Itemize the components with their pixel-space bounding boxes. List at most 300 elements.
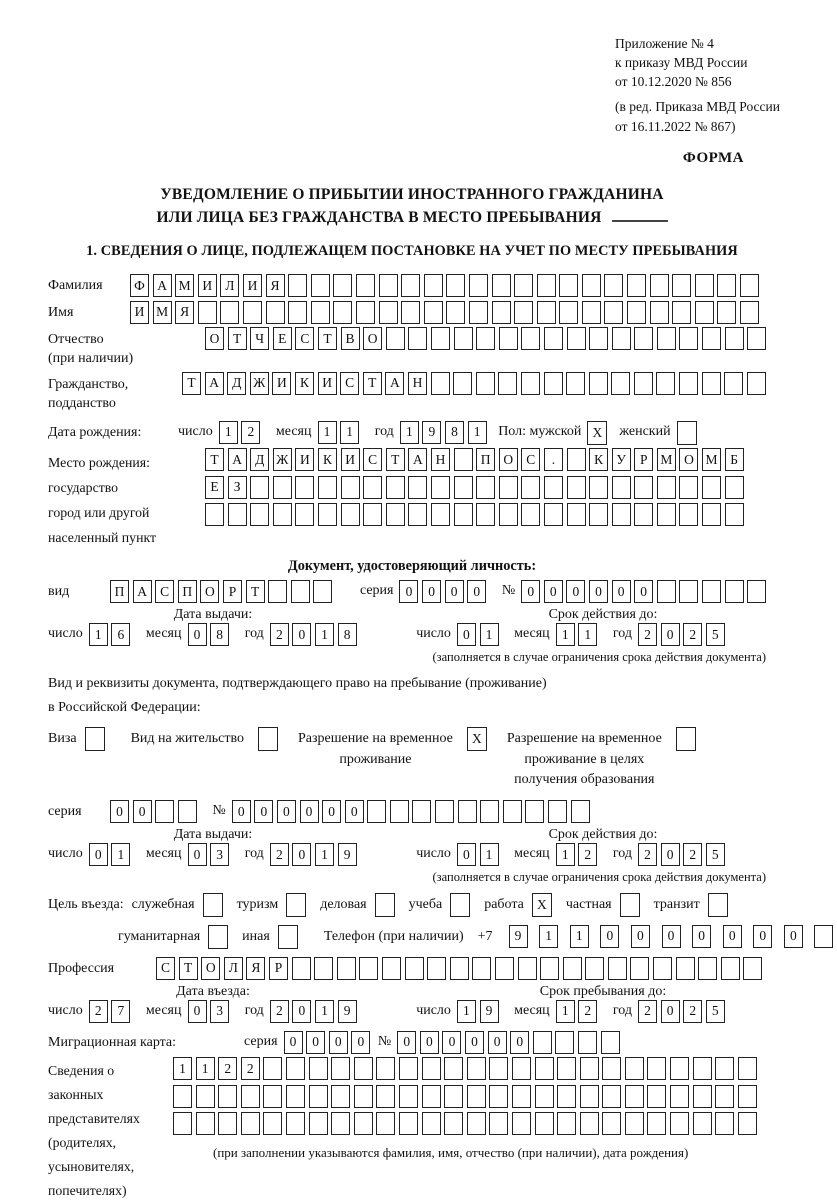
char-box[interactable] — [333, 301, 352, 324]
char-box[interactable]: 2 — [218, 1057, 237, 1080]
char-box[interactable] — [331, 1085, 350, 1108]
char-box[interactable] — [218, 1085, 237, 1108]
char-box[interactable] — [386, 327, 405, 350]
char-box[interactable]: 0 — [723, 925, 742, 948]
purpose-private-checkbox[interactable] — [620, 893, 640, 917]
char-box[interactable]: 1 — [400, 421, 419, 444]
char-box[interactable]: Р — [269, 957, 288, 980]
char-box[interactable]: 0 — [521, 580, 540, 603]
char-box[interactable] — [318, 476, 337, 499]
char-box[interactable] — [454, 476, 473, 499]
char-box[interactable] — [453, 372, 472, 395]
char-box[interactable]: 0 — [188, 843, 207, 866]
char-box[interactable]: 0 — [631, 925, 650, 948]
char-box[interactable] — [178, 800, 197, 823]
char-box[interactable]: 0 — [300, 800, 319, 823]
char-box[interactable]: 9 — [509, 925, 528, 948]
char-box[interactable]: 0 — [188, 623, 207, 646]
char-box[interactable] — [563, 957, 582, 980]
char-box[interactable]: Е — [205, 476, 224, 499]
char-box[interactable] — [611, 372, 630, 395]
char-box[interactable] — [601, 1031, 620, 1054]
char-box[interactable]: 0 — [465, 1031, 484, 1054]
char-box[interactable]: Т — [228, 327, 247, 350]
char-box[interactable] — [544, 476, 563, 499]
char-box[interactable] — [657, 503, 676, 526]
char-box[interactable] — [273, 503, 292, 526]
char-box[interactable] — [311, 301, 330, 324]
char-box[interactable]: Ж — [273, 448, 292, 471]
char-box[interactable] — [196, 1112, 215, 1135]
char-box[interactable] — [458, 800, 477, 823]
char-box[interactable]: И — [341, 448, 360, 471]
char-box[interactable] — [602, 1112, 621, 1135]
char-box[interactable]: 1 — [468, 421, 487, 444]
char-box[interactable]: Е — [273, 327, 292, 350]
temp-permit-checkbox[interactable]: X — [467, 727, 487, 751]
char-box[interactable] — [608, 957, 627, 980]
char-box[interactable] — [634, 372, 653, 395]
char-box[interactable]: 0 — [544, 580, 563, 603]
char-box[interactable] — [476, 372, 495, 395]
char-box[interactable] — [557, 1112, 576, 1135]
char-box[interactable] — [444, 1112, 463, 1135]
char-box[interactable] — [354, 1112, 373, 1135]
char-box[interactable] — [354, 1057, 373, 1080]
char-box[interactable] — [444, 1057, 463, 1080]
char-box[interactable]: 0 — [397, 1031, 416, 1054]
purpose-humanitarian-checkbox[interactable] — [208, 925, 228, 949]
char-box[interactable] — [431, 372, 450, 395]
char-box[interactable] — [382, 957, 401, 980]
char-box[interactable] — [363, 503, 382, 526]
char-box[interactable] — [250, 503, 269, 526]
char-box[interactable] — [634, 476, 653, 499]
char-box[interactable] — [698, 957, 717, 980]
char-box[interactable] — [650, 274, 669, 297]
char-box[interactable] — [537, 301, 556, 324]
char-box[interactable]: 2 — [578, 1000, 597, 1023]
char-box[interactable] — [625, 1085, 644, 1108]
char-box[interactable]: 0 — [420, 1031, 439, 1054]
char-box[interactable] — [408, 503, 427, 526]
char-box[interactable] — [498, 372, 517, 395]
char-box[interactable] — [695, 301, 714, 324]
char-box[interactable] — [702, 372, 721, 395]
char-box[interactable] — [286, 1085, 305, 1108]
char-box[interactable]: М — [175, 274, 194, 297]
char-box[interactable] — [738, 1085, 757, 1108]
char-box[interactable]: Т — [179, 957, 198, 980]
char-box[interactable] — [544, 503, 563, 526]
char-box[interactable] — [602, 1057, 621, 1080]
char-box[interactable]: 2 — [89, 1000, 108, 1023]
char-box[interactable]: З — [228, 476, 247, 499]
char-box[interactable]: 1 — [570, 925, 589, 948]
char-box[interactable]: 0 — [753, 925, 772, 948]
char-box[interactable]: 0 — [488, 1031, 507, 1054]
char-box[interactable]: 1 — [556, 1000, 575, 1023]
char-box[interactable]: 2 — [241, 1057, 260, 1080]
char-box[interactable]: 1 — [318, 421, 337, 444]
char-box[interactable] — [386, 503, 405, 526]
char-box[interactable] — [288, 301, 307, 324]
char-box[interactable] — [518, 957, 537, 980]
char-box[interactable] — [309, 1057, 328, 1080]
char-box[interactable]: Т — [246, 580, 265, 603]
char-box[interactable]: 1 — [111, 843, 130, 866]
char-box[interactable]: 0 — [661, 1000, 680, 1023]
char-box[interactable]: И — [198, 274, 217, 297]
char-box[interactable]: А — [153, 274, 172, 297]
char-box[interactable] — [602, 1085, 621, 1108]
char-box[interactable] — [672, 301, 691, 324]
char-box[interactable]: 0 — [322, 800, 341, 823]
char-box[interactable] — [653, 957, 672, 980]
char-box[interactable] — [679, 327, 698, 350]
char-box[interactable]: 1 — [539, 925, 558, 948]
char-box[interactable]: 0 — [284, 1031, 303, 1054]
char-box[interactable] — [721, 957, 740, 980]
char-box[interactable] — [555, 1031, 574, 1054]
char-box[interactable] — [647, 1057, 666, 1080]
char-box[interactable]: О — [499, 448, 518, 471]
char-box[interactable]: Л — [224, 957, 243, 980]
char-box[interactable]: Н — [408, 372, 427, 395]
char-box[interactable]: 0 — [662, 925, 681, 948]
char-box[interactable] — [263, 1085, 282, 1108]
char-box[interactable] — [155, 800, 174, 823]
char-box[interactable] — [422, 1112, 441, 1135]
char-box[interactable] — [220, 301, 239, 324]
char-box[interactable] — [544, 327, 563, 350]
char-box[interactable] — [467, 1112, 486, 1135]
char-box[interactable] — [693, 1112, 712, 1135]
char-box[interactable] — [589, 503, 608, 526]
char-box[interactable] — [557, 1057, 576, 1080]
char-box[interactable] — [657, 580, 676, 603]
female-checkbox[interactable] — [677, 421, 697, 445]
char-box[interactable] — [354, 1085, 373, 1108]
char-box[interactable]: 1 — [457, 1000, 476, 1023]
char-box[interactable] — [512, 1112, 531, 1135]
char-box[interactable]: 9 — [480, 1000, 499, 1023]
char-box[interactable] — [627, 274, 646, 297]
char-box[interactable]: Т — [205, 448, 224, 471]
char-box[interactable]: 0 — [612, 580, 631, 603]
char-box[interactable] — [521, 327, 540, 350]
char-box[interactable]: 2 — [241, 421, 260, 444]
char-box[interactable]: 7 — [111, 1000, 130, 1023]
char-box[interactable] — [309, 1085, 328, 1108]
char-box[interactable] — [702, 327, 721, 350]
char-box[interactable] — [399, 1085, 418, 1108]
char-box[interactable] — [379, 301, 398, 324]
char-box[interactable]: 0 — [566, 580, 585, 603]
char-box[interactable] — [292, 957, 311, 980]
char-box[interactable] — [571, 800, 590, 823]
char-box[interactable] — [679, 372, 698, 395]
char-box[interactable]: . — [544, 448, 563, 471]
char-box[interactable]: 1 — [480, 843, 499, 866]
char-box[interactable] — [405, 957, 424, 980]
char-box[interactable]: 0 — [345, 800, 364, 823]
char-box[interactable]: 0 — [89, 843, 108, 866]
char-box[interactable] — [318, 503, 337, 526]
char-box[interactable] — [717, 274, 736, 297]
char-box[interactable] — [604, 274, 623, 297]
char-box[interactable] — [656, 372, 675, 395]
char-box[interactable]: 0 — [329, 1031, 348, 1054]
char-box[interactable] — [444, 1085, 463, 1108]
char-box[interactable]: 0 — [467, 580, 486, 603]
char-box[interactable] — [724, 372, 743, 395]
char-box[interactable]: Я — [175, 301, 194, 324]
char-box[interactable]: 1 — [578, 623, 597, 646]
char-box[interactable] — [454, 503, 473, 526]
char-box[interactable] — [431, 327, 450, 350]
char-box[interactable] — [725, 580, 744, 603]
char-box[interactable] — [408, 476, 427, 499]
char-box[interactable] — [647, 1112, 666, 1135]
char-box[interactable] — [309, 1112, 328, 1135]
char-box[interactable]: Н — [431, 448, 450, 471]
char-box[interactable]: 2 — [683, 623, 702, 646]
char-box[interactable]: И — [272, 372, 291, 395]
char-box[interactable] — [743, 957, 762, 980]
char-box[interactable] — [363, 476, 382, 499]
char-box[interactable] — [567, 448, 586, 471]
char-box[interactable] — [679, 580, 698, 603]
char-box[interactable] — [268, 580, 287, 603]
char-box[interactable] — [580, 1057, 599, 1080]
purpose-business-checkbox[interactable] — [375, 893, 395, 917]
char-box[interactable]: О — [205, 327, 224, 350]
purpose-transit-checkbox[interactable] — [708, 893, 728, 917]
char-box[interactable] — [399, 1112, 418, 1135]
char-box[interactable] — [273, 476, 292, 499]
char-box[interactable]: 0 — [457, 843, 476, 866]
char-box[interactable] — [356, 274, 375, 297]
char-box[interactable]: 0 — [589, 580, 608, 603]
char-box[interactable] — [747, 580, 766, 603]
char-box[interactable]: С — [363, 448, 382, 471]
char-box[interactable]: 5 — [706, 1000, 725, 1023]
char-box[interactable] — [341, 503, 360, 526]
residence-permit-checkbox[interactable] — [258, 727, 278, 751]
char-box[interactable]: 5 — [706, 843, 725, 866]
char-box[interactable]: 3 — [210, 1000, 229, 1023]
char-box[interactable] — [670, 1112, 689, 1135]
char-box[interactable]: 0 — [254, 800, 273, 823]
char-box[interactable]: С — [156, 957, 175, 980]
char-box[interactable] — [578, 1031, 597, 1054]
char-box[interactable] — [544, 372, 563, 395]
char-box[interactable] — [627, 301, 646, 324]
char-box[interactable]: 0 — [133, 800, 152, 823]
char-box[interactable] — [740, 274, 759, 297]
char-box[interactable]: 5 — [706, 623, 725, 646]
char-box[interactable] — [492, 274, 511, 297]
char-box[interactable] — [630, 957, 649, 980]
char-box[interactable] — [379, 274, 398, 297]
char-box[interactable]: 0 — [110, 800, 129, 823]
char-box[interactable] — [431, 476, 450, 499]
char-box[interactable] — [331, 1057, 350, 1080]
char-box[interactable]: П — [178, 580, 197, 603]
char-box[interactable] — [625, 1057, 644, 1080]
char-box[interactable] — [367, 800, 386, 823]
char-box[interactable]: 0 — [306, 1031, 325, 1054]
char-box[interactable]: 2 — [270, 623, 289, 646]
char-box[interactable] — [672, 274, 691, 297]
char-box[interactable] — [670, 1085, 689, 1108]
char-box[interactable]: 0 — [634, 580, 653, 603]
char-box[interactable]: Р — [634, 448, 653, 471]
char-box[interactable] — [408, 327, 427, 350]
char-box[interactable] — [390, 800, 409, 823]
char-box[interactable]: 1 — [480, 623, 499, 646]
char-box[interactable]: 1 — [556, 623, 575, 646]
char-box[interactable] — [521, 372, 540, 395]
char-box[interactable] — [295, 503, 314, 526]
char-box[interactable]: 0 — [600, 925, 619, 948]
char-box[interactable]: 8 — [445, 421, 464, 444]
char-box[interactable] — [241, 1085, 260, 1108]
char-box[interactable] — [314, 957, 333, 980]
char-box[interactable] — [679, 503, 698, 526]
char-box[interactable]: Я — [246, 957, 265, 980]
char-box[interactable]: 1 — [315, 623, 334, 646]
char-box[interactable] — [566, 372, 585, 395]
char-box[interactable] — [512, 1085, 531, 1108]
char-box[interactable]: 0 — [442, 1031, 461, 1054]
char-box[interactable]: 2 — [270, 1000, 289, 1023]
char-box[interactable]: Ч — [250, 327, 269, 350]
char-box[interactable] — [514, 301, 533, 324]
char-box[interactable]: 1 — [315, 1000, 334, 1023]
char-box[interactable]: И — [295, 448, 314, 471]
char-box[interactable] — [540, 957, 559, 980]
char-box[interactable]: 2 — [638, 1000, 657, 1023]
char-box[interactable] — [670, 1057, 689, 1080]
char-box[interactable] — [647, 1085, 666, 1108]
char-box[interactable] — [228, 503, 247, 526]
char-box[interactable] — [676, 957, 695, 980]
char-box[interactable]: 0 — [277, 800, 296, 823]
char-box[interactable]: С — [340, 372, 359, 395]
char-box[interactable] — [205, 503, 224, 526]
char-box[interactable]: 1 — [315, 843, 334, 866]
char-box[interactable] — [715, 1085, 734, 1108]
char-box[interactable] — [359, 957, 378, 980]
char-box[interactable] — [625, 1112, 644, 1135]
char-box[interactable] — [582, 274, 601, 297]
char-box[interactable] — [715, 1057, 734, 1080]
char-box[interactable] — [717, 301, 736, 324]
char-box[interactable] — [446, 274, 465, 297]
char-box[interactable] — [243, 301, 262, 324]
char-box[interactable] — [747, 372, 766, 395]
char-box[interactable] — [454, 327, 473, 350]
char-box[interactable] — [580, 1085, 599, 1108]
char-box[interactable] — [424, 301, 443, 324]
char-box[interactable] — [567, 503, 586, 526]
char-box[interactable] — [738, 1112, 757, 1135]
char-box[interactable] — [263, 1112, 282, 1135]
char-box[interactable]: С — [521, 448, 540, 471]
char-box[interactable]: У — [612, 448, 631, 471]
male-checkbox[interactable]: X — [587, 421, 607, 445]
char-box[interactable] — [695, 274, 714, 297]
char-box[interactable]: Ж — [250, 372, 269, 395]
char-box[interactable] — [521, 503, 540, 526]
char-box[interactable]: 0 — [457, 623, 476, 646]
char-box[interactable]: 9 — [422, 421, 441, 444]
char-box[interactable] — [467, 1057, 486, 1080]
char-box[interactable] — [386, 476, 405, 499]
purpose-study-checkbox[interactable] — [450, 893, 470, 917]
char-box[interactable] — [503, 800, 522, 823]
char-box[interactable] — [489, 1057, 508, 1080]
char-box[interactable] — [715, 1112, 734, 1135]
char-box[interactable]: 0 — [232, 800, 251, 823]
char-box[interactable]: К — [589, 448, 608, 471]
char-box[interactable]: О — [201, 957, 220, 980]
char-box[interactable] — [376, 1085, 395, 1108]
char-box[interactable]: Д — [250, 448, 269, 471]
char-box[interactable]: 0 — [292, 843, 311, 866]
char-box[interactable] — [725, 503, 744, 526]
char-box[interactable]: С — [295, 327, 314, 350]
char-box[interactable] — [489, 1085, 508, 1108]
char-box[interactable]: А — [408, 448, 427, 471]
char-box[interactable] — [634, 327, 653, 350]
char-box[interactable] — [218, 1112, 237, 1135]
char-box[interactable] — [559, 301, 578, 324]
char-box[interactable]: О — [363, 327, 382, 350]
char-box[interactable]: 9 — [338, 1000, 357, 1023]
char-box[interactable] — [535, 1057, 554, 1080]
char-box[interactable]: 2 — [683, 843, 702, 866]
char-box[interactable]: 2 — [638, 843, 657, 866]
char-box[interactable] — [559, 274, 578, 297]
char-box[interactable] — [337, 957, 356, 980]
char-box[interactable] — [476, 327, 495, 350]
char-box[interactable]: А — [228, 448, 247, 471]
char-box[interactable] — [450, 957, 469, 980]
char-box[interactable]: 8 — [338, 623, 357, 646]
char-box[interactable] — [241, 1112, 260, 1135]
char-box[interactable] — [702, 476, 721, 499]
char-box[interactable] — [557, 1085, 576, 1108]
char-box[interactable]: 0 — [692, 925, 711, 948]
char-box[interactable] — [702, 503, 721, 526]
char-box[interactable]: 1 — [173, 1057, 192, 1080]
char-box[interactable]: Л — [220, 274, 239, 297]
purpose-tourism-checkbox[interactable] — [286, 893, 306, 917]
char-box[interactable]: И — [318, 372, 337, 395]
char-box[interactable] — [693, 1057, 712, 1080]
char-box[interactable]: 1 — [556, 843, 575, 866]
char-box[interactable]: 1 — [89, 623, 108, 646]
char-box[interactable] — [589, 476, 608, 499]
char-box[interactable] — [814, 925, 833, 948]
char-box[interactable] — [521, 476, 540, 499]
edu-permit-checkbox[interactable] — [676, 727, 696, 751]
char-box[interactable]: С — [155, 580, 174, 603]
char-box[interactable] — [612, 327, 631, 350]
